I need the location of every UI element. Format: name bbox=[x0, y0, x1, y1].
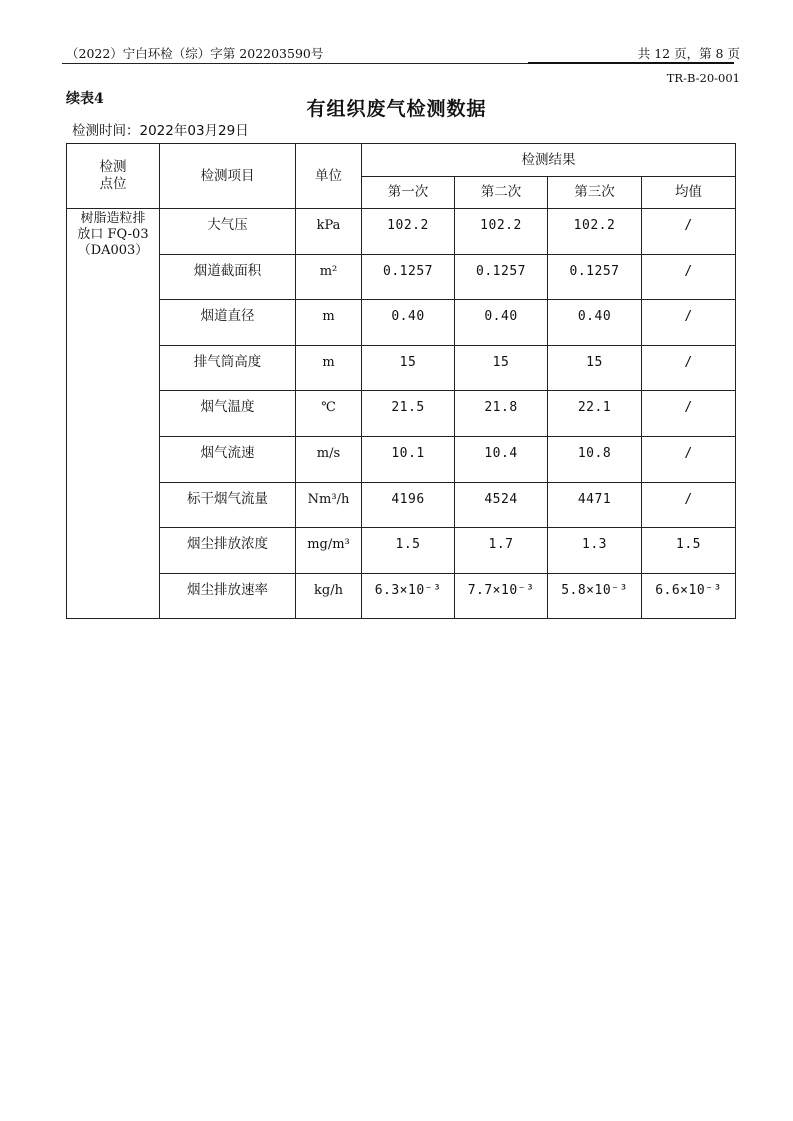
value-run-1: 1.5 bbox=[362, 528, 455, 574]
sampling-point-line-1: 树脂造粒排 bbox=[80, 211, 146, 226]
header-run-2: 第二次 bbox=[455, 177, 548, 209]
header-item: 检测项目 bbox=[160, 144, 296, 209]
value-run-2: 0.1257 bbox=[455, 254, 548, 300]
unit-cell: kPa bbox=[296, 209, 362, 255]
unit-cell: m² bbox=[296, 254, 362, 300]
value-run-1: 102.2 bbox=[362, 209, 455, 255]
header-results: 检测结果 bbox=[362, 144, 736, 177]
value-average: / bbox=[642, 391, 736, 437]
value-run-2: 0.40 bbox=[455, 300, 548, 346]
value-run-3: 102.2 bbox=[548, 209, 642, 255]
test-time-label: 检测时间： bbox=[72, 123, 140, 139]
header-point-line-2: 点位 bbox=[99, 176, 127, 192]
sampling-point bbox=[67, 209, 160, 619]
table-row bbox=[67, 209, 736, 255]
document-code: TR-B-20-001 bbox=[666, 71, 740, 85]
value-average: / bbox=[642, 209, 736, 255]
value-run-3: 10.8 bbox=[548, 436, 642, 482]
value-run-2: 10.4 bbox=[455, 436, 548, 482]
table-row bbox=[67, 300, 736, 346]
table-row bbox=[67, 436, 736, 482]
value-run-3: 0.1257 bbox=[548, 254, 642, 300]
item-cell: 大气压 bbox=[160, 209, 296, 255]
item-cell: 烟尘排放浓度 bbox=[160, 528, 296, 574]
value-run-3: 22.1 bbox=[548, 391, 642, 437]
page-info: 共 12 页，第 8 页 bbox=[637, 46, 740, 61]
emission-data-table bbox=[66, 143, 736, 619]
value-average: / bbox=[642, 345, 736, 391]
unit-cell: mg/m³ bbox=[296, 528, 362, 574]
value-average: 6.6×10⁻³ bbox=[642, 573, 736, 619]
value-run-1: 10.1 bbox=[362, 436, 455, 482]
value-run-1: 4196 bbox=[362, 482, 455, 528]
unit-cell: Nm³/h bbox=[296, 482, 362, 528]
item-cell: 烟道直径 bbox=[160, 300, 296, 346]
report-number: （2022）宁白环检（综）字第 202203590号 bbox=[66, 46, 324, 61]
header-unit: 单位 bbox=[296, 144, 362, 209]
header-average: 均值 bbox=[642, 177, 736, 209]
value-run-3: 0.40 bbox=[548, 300, 642, 346]
value-run-1: 21.5 bbox=[362, 391, 455, 437]
value-run-2: 15 bbox=[455, 345, 548, 391]
value-run-1: 15 bbox=[362, 345, 455, 391]
table-row bbox=[67, 573, 736, 619]
table-row bbox=[67, 391, 736, 437]
table-continuation-label: 续表4 bbox=[66, 91, 104, 107]
item-cell: 烟气流速 bbox=[160, 436, 296, 482]
item-cell: 烟气温度 bbox=[160, 391, 296, 437]
table-row bbox=[67, 345, 736, 391]
test-time-value: 2022年03月29日 bbox=[139, 123, 249, 139]
item-cell: 烟道截面积 bbox=[160, 254, 296, 300]
value-run-2: 21.8 bbox=[455, 391, 548, 437]
value-average: 1.5 bbox=[642, 528, 736, 574]
value-run-2: 4524 bbox=[455, 482, 548, 528]
value-average: / bbox=[642, 482, 736, 528]
value-run-3: 15 bbox=[548, 345, 642, 391]
sampling-point-line-3: （DA003） bbox=[77, 243, 149, 258]
test-time bbox=[72, 119, 249, 139]
value-run-3: 1.3 bbox=[548, 528, 642, 574]
value-average: / bbox=[642, 254, 736, 300]
value-average: / bbox=[642, 436, 736, 482]
value-run-1: 0.40 bbox=[362, 300, 455, 346]
item-cell: 标干烟气流量 bbox=[160, 482, 296, 528]
unit-cell: kg/h bbox=[296, 573, 362, 619]
header-run-3: 第三次 bbox=[548, 177, 642, 209]
value-average: / bbox=[642, 300, 736, 346]
value-run-1: 0.1257 bbox=[362, 254, 455, 300]
page-title: 有组织废气检测数据 bbox=[306, 98, 487, 120]
header-divider-accent bbox=[528, 62, 734, 64]
table-row bbox=[67, 482, 736, 528]
unit-cell: ℃ bbox=[296, 391, 362, 437]
value-run-2: 1.7 bbox=[455, 528, 548, 574]
header-run-1: 第一次 bbox=[362, 177, 455, 209]
value-run-3: 5.8×10⁻³ bbox=[548, 573, 642, 619]
unit-cell: m/s bbox=[296, 436, 362, 482]
value-run-2: 7.7×10⁻³ bbox=[455, 573, 548, 619]
header-point-line-1: 检测 bbox=[99, 159, 127, 175]
sampling-point-line-2: 放口 FQ-03 bbox=[77, 227, 149, 242]
table-row bbox=[67, 528, 736, 574]
header-row-1 bbox=[67, 144, 736, 177]
table-row bbox=[67, 254, 736, 300]
unit-cell: m bbox=[296, 300, 362, 346]
value-run-2: 102.2 bbox=[455, 209, 548, 255]
header-point bbox=[67, 144, 160, 209]
item-cell: 烟尘排放速率 bbox=[160, 573, 296, 619]
value-run-1: 6.3×10⁻³ bbox=[362, 573, 455, 619]
item-cell: 排气筒高度 bbox=[160, 345, 296, 391]
value-run-3: 4471 bbox=[548, 482, 642, 528]
unit-cell: m bbox=[296, 345, 362, 391]
